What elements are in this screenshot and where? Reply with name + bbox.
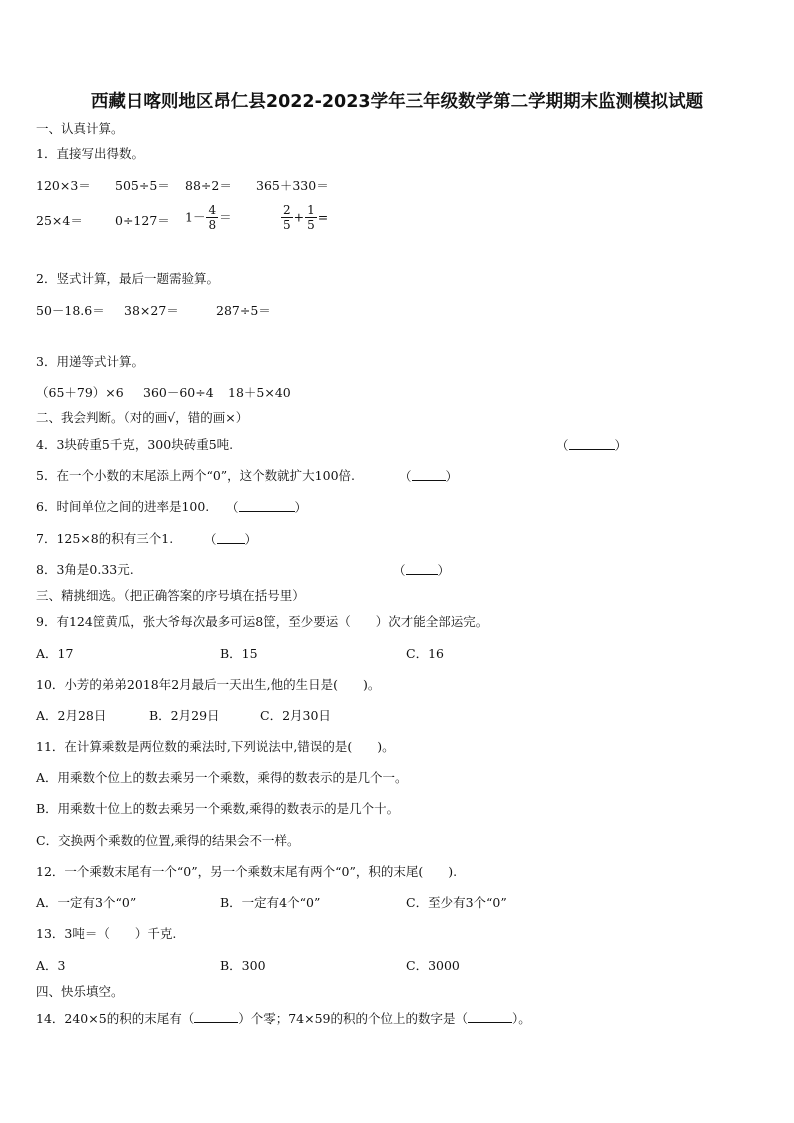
mc-option[interactable]: A．17	[36, 646, 74, 661]
mc-question: 11．在计算乘数是两位数的乘法时,下列说法中,错误的是( )。	[36, 739, 395, 754]
answer-paren	[226, 499, 307, 516]
mc-option[interactable]: C．至少有3个“0”	[406, 895, 507, 910]
mc-option[interactable]: A．用乘数个位上的数去乘另一个乘数，乘得的数表示的是几个一。	[36, 770, 408, 785]
fraction	[281, 203, 293, 232]
answer-paren	[399, 468, 458, 485]
calc-item: 25×4＝	[36, 213, 83, 228]
answer-blank[interactable]	[217, 531, 245, 544]
calc-item: 505÷5＝	[115, 178, 170, 193]
paren-close: ）	[244, 532, 258, 547]
mc-option[interactable]: C．2月30日	[260, 708, 331, 723]
mc-question: 13．3吨＝（ ）千克.	[36, 926, 177, 941]
mc-option[interactable]: B．2月29日	[149, 708, 220, 723]
mc-option[interactable]: C．3000	[406, 958, 460, 973]
fraction	[305, 203, 317, 232]
paren-close: ）	[437, 563, 451, 578]
mc-question: 9．有124筐黄瓜，张大爷每次最多可运8筐，至少要运（ ）次才能全部运完。	[36, 614, 489, 629]
numerator: 1	[307, 203, 315, 217]
section-heading-4: 四、快乐填空。	[36, 984, 124, 999]
calc-item: 120×3＝	[36, 178, 91, 193]
paren-open: （	[204, 532, 217, 547]
calc-item: 360－60÷4	[143, 385, 214, 400]
calc-item: 18＋5×40	[228, 385, 291, 400]
judge-question: 4．3块砖重5千克，300块砖重5吨.	[36, 437, 234, 452]
mc-option[interactable]: B．用乘数十位上的数去乘另一个乘数,乘得的数表示的是几个十。	[36, 801, 400, 816]
answer-blank[interactable]	[569, 437, 615, 450]
numerator: 4	[208, 203, 217, 217]
question-3-prompt: 3．用递等式计算。	[36, 354, 144, 369]
paren-open: （	[399, 469, 412, 484]
mc-option[interactable]: B．15	[220, 646, 258, 661]
answer-blank[interactable]	[239, 499, 295, 512]
calc-item-fraction-sum	[280, 203, 328, 232]
section-heading-1: 一、认真计算。	[36, 121, 124, 136]
page-title: 西藏日喀则地区昂仁县2022-2023学年三年级数学第二学期期末监测模拟试题	[90, 92, 704, 112]
judge-question: 7．125×8的积有三个1.	[36, 531, 174, 546]
calc-item: 50－18.6＝	[36, 303, 105, 318]
calc-item: （65＋79）×6	[36, 385, 124, 400]
question-1-prompt: 1．直接写出得数。	[36, 146, 144, 161]
calc-item: 365＋330＝	[256, 178, 329, 193]
answer-blank[interactable]	[194, 1010, 238, 1023]
paren-close: ）	[294, 500, 308, 515]
fraction-prefix: 1－	[185, 209, 206, 225]
mc-option[interactable]: A．2月28日	[36, 708, 107, 723]
equals-sign: =	[317, 209, 329, 225]
section-heading-2: 二、我会判断。（对的画√，错的画×）	[36, 410, 249, 425]
numerator: 2	[283, 203, 291, 217]
denominator: 8	[208, 218, 217, 232]
fraction-suffix: ＝	[219, 209, 232, 225]
mc-option[interactable]: B．300	[220, 958, 266, 973]
calc-item: 88÷2＝	[185, 178, 232, 193]
answer-paren	[204, 531, 257, 548]
fill-question	[36, 1010, 531, 1027]
paren-open: （	[556, 438, 569, 453]
fraction	[206, 203, 218, 232]
answer-blank[interactable]	[406, 562, 438, 575]
judge-question: 6．时间单位之间的进率是100.	[36, 499, 210, 514]
mc-option[interactable]: C．16	[406, 646, 444, 661]
fill-text: ）个零；74×59的积的个位上的数字是（	[238, 1011, 468, 1026]
plus-sign: +	[293, 209, 305, 225]
denominator: 5	[283, 218, 291, 232]
question-2-prompt: 2．竖式计算，最后一题需验算。	[36, 271, 219, 286]
calc-item: 287÷5＝	[216, 303, 271, 318]
paren-close: ）	[445, 469, 459, 484]
answer-paren	[556, 437, 627, 454]
fill-text: 14．240×5的积的末尾有（	[36, 1011, 195, 1026]
paren-open: （	[226, 500, 239, 515]
denominator: 5	[307, 218, 315, 232]
fill-text: ）。	[512, 1011, 531, 1026]
calc-item-fraction	[185, 203, 232, 232]
calc-item: 38×27＝	[124, 303, 179, 318]
judge-question: 8．3角是0.33元.	[36, 562, 134, 577]
mc-question: 12．一个乘数末尾有一个“0”，另一个乘数末尾有两个“0”，积的末尾( ).	[36, 864, 458, 879]
mc-option[interactable]: A．一定有3个“0”	[36, 895, 137, 910]
calc-item: 0÷127＝	[115, 213, 170, 228]
judge-question: 5．在一个小数的末尾添上两个“0”，这个数就扩大100倍.	[36, 468, 356, 483]
mc-option[interactable]: C．交换两个乘数的位置,乘得的结果会不一样。	[36, 833, 300, 848]
mc-question: 10．小芳的弟弟2018年2月最后一天出生,他的生日是( )。	[36, 677, 381, 692]
answer-paren	[393, 562, 450, 579]
section-heading-3: 三、精挑细选。（把正确答案的序号填在括号里）	[36, 588, 305, 603]
answer-blank[interactable]	[468, 1010, 512, 1023]
paren-open: （	[393, 563, 406, 578]
answer-blank[interactable]	[412, 468, 446, 481]
mc-option[interactable]: B．一定有4个“0”	[220, 895, 321, 910]
paren-close: ）	[614, 438, 628, 453]
mc-option[interactable]: A．3	[36, 958, 66, 973]
